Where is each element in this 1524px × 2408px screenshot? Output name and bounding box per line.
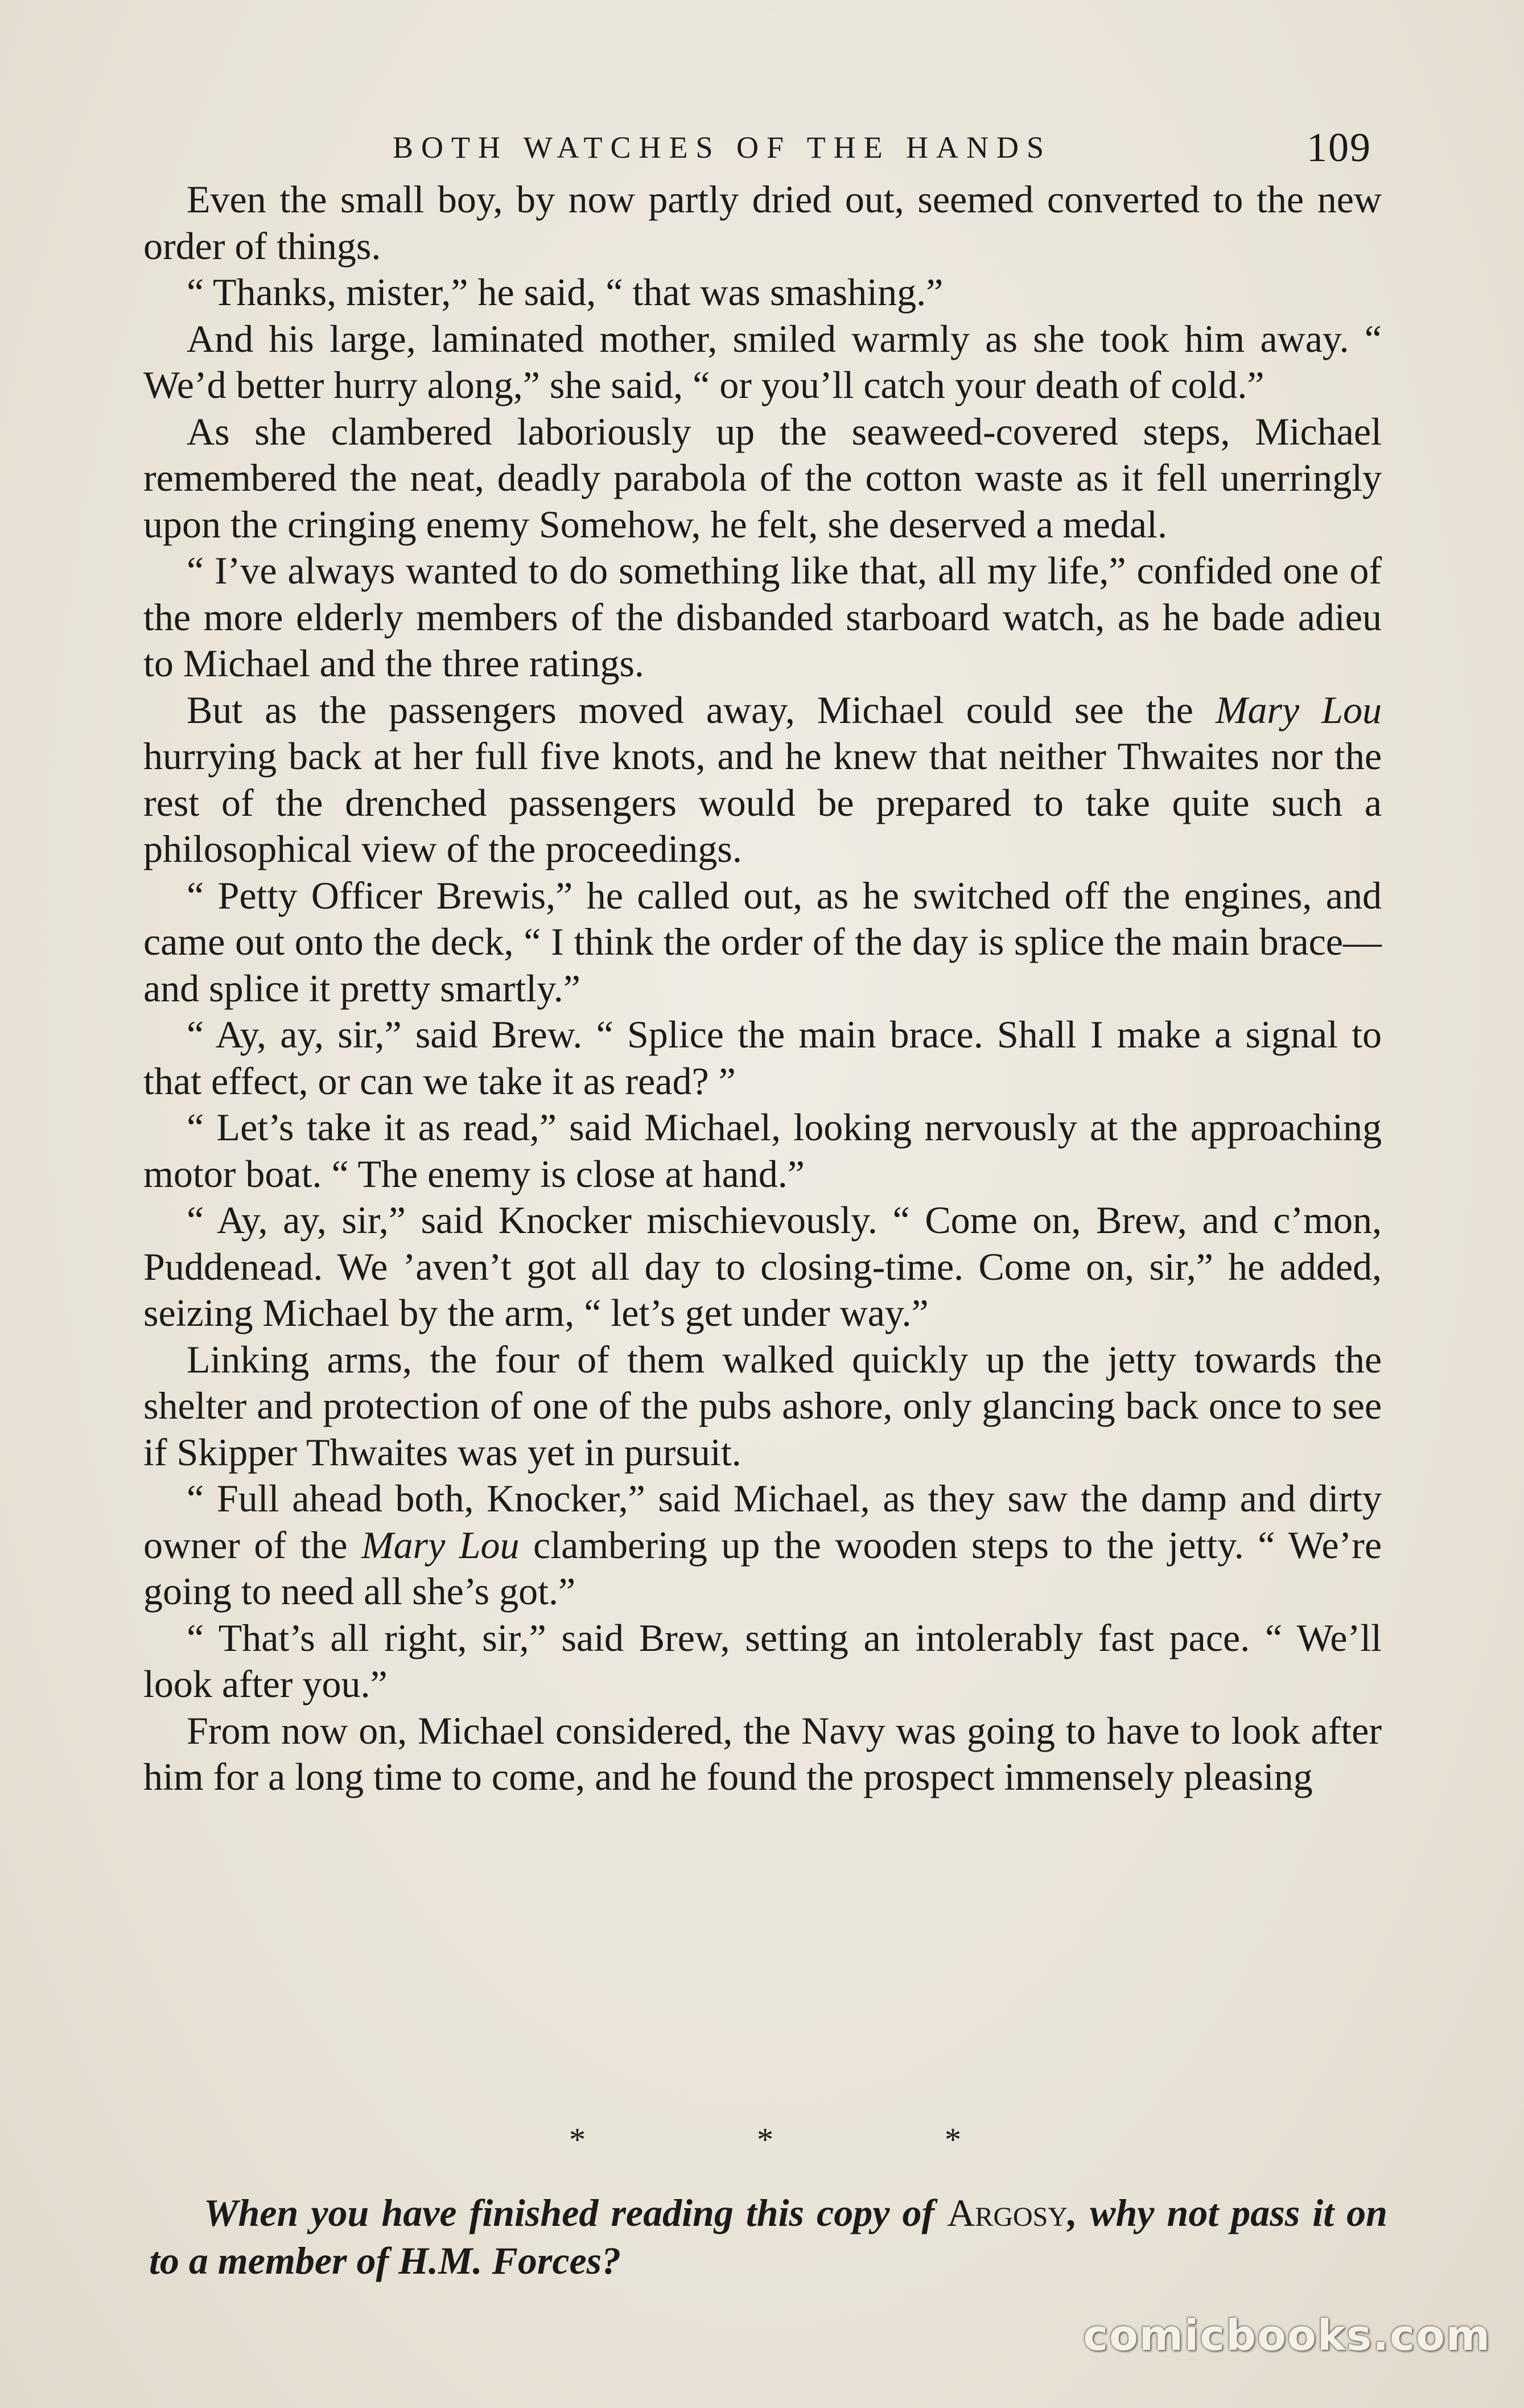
paragraph: But as the passengers moved away, Michael could see the Mary Lou hurrying back at her full five knots, and he knew that neither Thwaites nor the rest of the drenched passengers would be prepared to take quite such a philosophical view of the proceedings. xyxy=(143,688,1382,870)
appeal-text: When you have finished reading this copy of Argosy, why not pass it on to a member of H.M. Forces? xyxy=(149,2191,1387,2282)
asterisk-icon: * xyxy=(757,2121,773,2158)
paragraph: From now on, Michael considered, the Navy was going to have to look after him for a long time to come, and he found the prospect immensely pleasing xyxy=(143,1708,1382,1798)
paragraph: Even the small boy, by now partly dried out, seemed converted to the new order of things. xyxy=(143,178,1382,268)
story-text xyxy=(143,176,1382,1801)
asterisk-icon: * xyxy=(945,2121,961,2158)
paragraph: As she clambered laboriously up the seaweed-covered steps, Michael remembered the neat, deadly parabola of the cotton waste as it fell unerringly upon the cringing enemy Somehow, he felt, she deserved a medal. xyxy=(143,409,1382,546)
boat-name: Mary Lou xyxy=(361,1523,520,1567)
page-number: 109 xyxy=(1307,125,1371,170)
paragraph: And his large, laminated mother, smiled warmly as she took him away. “ We’d better hurry along,” she said, “ or you’ll catch your death of cold.” xyxy=(143,317,1382,406)
paragraph: “ I’ve always wanted to do something like that, all my life,” confided one of the more elderly members of the disbanded starboard watch, as he bade adieu to Michael and the three ratings. xyxy=(143,549,1382,685)
boat-name: Mary Lou xyxy=(1215,688,1382,732)
paragraph: Linking arms, the four of them walked quickly up the jetty towards the shelter and protection of one of the pubs ashore, only glancing back once to see if Skipper Thwaites was yet in pursuit. xyxy=(143,1337,1382,1474)
paragraph: “ That’s all right, sir,” said Brew, setting an intolerably fast pace. “ We’ll look after you.” xyxy=(143,1616,1382,1706)
paragraph: “ Petty Officer Brewis,” he called out, as he switched off the engines, and came out onto the deck, “ I think the order of the day is splice the main brace—and splice it pretty smartly.” xyxy=(143,873,1382,1010)
chapter-title: BOTH WATCHES OF THE HANDS xyxy=(393,130,1052,165)
paragraph: “ Thanks, mister,” he said, “ that was smashing.” xyxy=(187,270,944,314)
asterisk-icon: * xyxy=(569,2121,586,2158)
site-watermark: comicbooks.com xyxy=(1083,2311,1491,2360)
paragraph: “ Let’s take it as read,” said Michael, looking nervously at the approaching motor boat. “ The enemy is close at hand.” xyxy=(143,1106,1382,1195)
forces-appeal-note xyxy=(149,2189,1387,2284)
magazine-name: Argosy xyxy=(947,2191,1068,2234)
running-head xyxy=(393,124,1371,175)
paragraph: “ Ay, ay, sir,” said Brew. “ Splice the main brace. Shall I make a signal to that effect, or can we take it as read? ” xyxy=(143,1013,1382,1103)
section-break-asterism xyxy=(569,2121,979,2172)
paragraph: “ Ay, ay, sir,” said Knocker mischievously. “ Come on, Brew, and c’mon, Puddenead. We ’aven’t got all day to closing-time. Come on, sir,” he added, seizing Michael by the arm, “ let’s get under way.” xyxy=(143,1198,1382,1334)
paragraph: “ Full ahead both, Knocker,” said Michael, as they saw the damp and dirty owner of the Mary Lou clambering up the wooden steps to the jetty. “ We’re going to need all she’s got.” xyxy=(143,1477,1382,1613)
